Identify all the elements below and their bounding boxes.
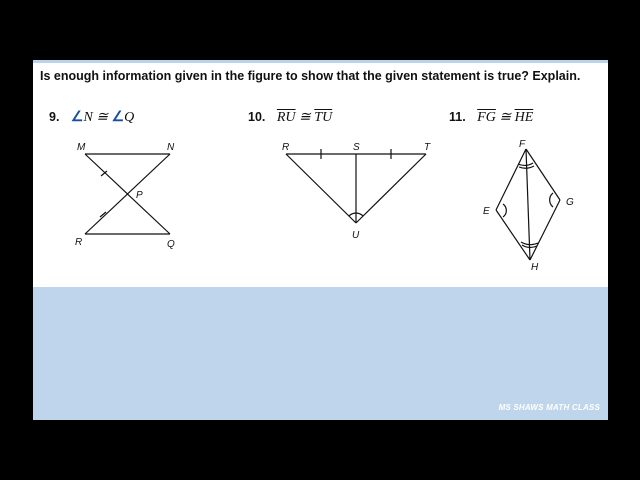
vertex-label-h: H (531, 262, 539, 273)
geometry-figures (33, 60, 608, 290)
angle-icon: ∠ (111, 110, 125, 125)
angle-arc (356, 213, 363, 216)
angle-arc (503, 204, 506, 217)
vertex-label-n: N (167, 142, 175, 153)
figure-10 (286, 149, 426, 223)
problem-number: 11. (449, 110, 466, 124)
vertex-label-r: R (282, 142, 290, 153)
angle-arc (349, 213, 356, 216)
vertex-label-q: Q (167, 239, 175, 250)
vertex-label-g: G (566, 197, 574, 208)
problem-statement: $\overline{RU}$ ≅ $\overline{TU}$ (276, 110, 333, 125)
vertex-label-r: R (75, 237, 83, 248)
angle-icon: ∠ (70, 110, 84, 125)
figure-11 (496, 149, 560, 260)
problem-statement: ∠N ≅ ∠Q (70, 110, 135, 125)
problem-number: 9. (49, 110, 60, 124)
vertex-label-t: T (424, 142, 431, 153)
segment-ef (496, 149, 526, 210)
segment-tu (356, 154, 426, 223)
watermark: MS SHAWS MATH CLASS (498, 403, 600, 412)
vertex-label-s: S (353, 142, 360, 153)
vertex-label-m: M (77, 142, 86, 153)
slide (33, 60, 608, 420)
problem-statement: $\overline{FG}$ ≅ $\overline{HE}$ (477, 110, 534, 125)
problem-number: 10. (248, 110, 266, 124)
figure-9 (85, 154, 170, 234)
blank-answer-panel (33, 287, 608, 420)
angle-arc (518, 163, 533, 165)
segment-gh (530, 200, 560, 260)
vertex-label-e: E (483, 206, 490, 217)
segment-fg (526, 149, 560, 200)
vertex-label-p: P (136, 190, 143, 201)
vertex-label-u: U (352, 230, 360, 241)
segment-he (496, 210, 530, 260)
angle-arc (550, 193, 553, 207)
vertex-label-f: F (519, 139, 526, 150)
segment-ru (286, 154, 356, 223)
question-text: Is enough information given in the figure to show that the given statement is true? Explain. (40, 69, 581, 83)
